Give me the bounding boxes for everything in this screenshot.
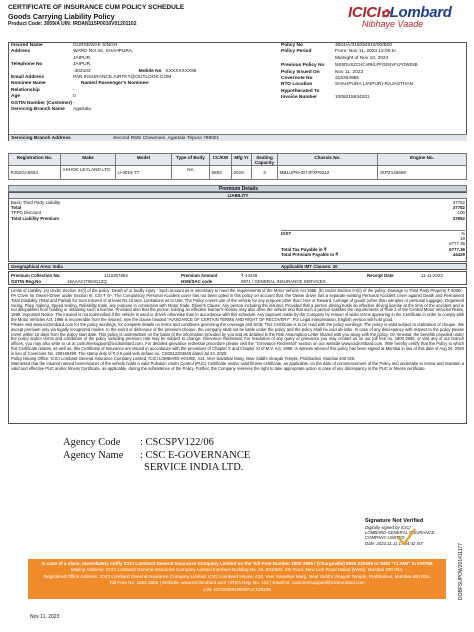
collection-box (8, 271, 467, 285)
signature-line-1: Digitally signed by ICICI (365, 525, 411, 530)
insured-name: GURSEWAK SINGH (73, 43, 118, 48)
liability-rows (11, 200, 465, 221)
footer-contact-band (28, 559, 446, 599)
col-registration: Registration No. (9, 154, 61, 166)
cc-value: 5883 (210, 166, 232, 180)
terms-puc-warranty: Warranted that the insured named herein/owner of the vehicle holds a valid Pollution Under Control (PUC) Certificate and/or valid fitness certificate, as applicable, on the date of commencement of the Policy and undertake to renew and maintain a valid and effective PUC and/or fitness Certificate, as applicable, during the subsistence of the Policy. Further, the Company reserves the right to take appropriate action in case of any discrepancy in the PUC or fitness certificate. (11, 360, 464, 371)
liability-header: LIABILITY (9, 193, 467, 199)
premium-amount-value: ₹ 44429 (241, 272, 258, 278)
geographical-area: Geographical Area: India (11, 264, 63, 269)
email-label: Email Address (11, 75, 45, 81)
signature-line-3: COMPANY LIMITED (365, 535, 405, 541)
premium-row-value: 37752 (452, 205, 465, 211)
prev-policy-label: Previous Policy No (281, 63, 325, 69)
signature-line-4: Date: 2023.11.11 17:04:42 IST (365, 540, 424, 546)
relationship-value: - (73, 87, 75, 93)
signature-check-icon (395, 526, 417, 548)
policy-period-label: Policy Period (281, 49, 312, 55)
imt-clauses: Applicable IMT Clauses: 20 (281, 264, 338, 269)
branch-name-value: Agartala (73, 107, 91, 113)
vehicle-row (9, 166, 467, 180)
policy-period-to: Midnight of Nov 10, 2024 (335, 55, 389, 61)
gstin-reg-value: 16AAACI7904G1ZQ (67, 279, 107, 284)
col-cc: CC/KW (210, 154, 232, 166)
agency-name-line-1: : CSC E-GOVERNANCE (140, 449, 251, 461)
tax-block (281, 230, 465, 257)
premium-row-value: 37752 (452, 200, 465, 205)
invoice-value: 1008215634201 (335, 95, 370, 101)
terms-issuing-office: Policy Issuing Office: ICICI Lombard General Insurance Company Limited, ICICI LOMBARD HOUSE, 414, Veer Savarkar Marg, Near Siddhi Vinayak Temple, Prabhadevi, Mumbai 400 025. (11, 355, 356, 361)
logo-icici-text: ICICI (348, 4, 381, 21)
address-label: Address (11, 49, 31, 55)
policy-column (281, 43, 467, 102)
hsn-value: 9971 / GENERAL INSURANCE SERVICES (241, 279, 326, 284)
policy-period-from: From: Nov 11, 2023 12:00 to (335, 49, 396, 55)
insured-name-label: Insured Name (11, 43, 43, 48)
vehicle-table-header (9, 154, 467, 166)
col-body-type: Type of Body (172, 154, 210, 166)
insured-column (11, 43, 281, 113)
rto-label: RTO Location (281, 82, 313, 88)
logo-tagline: Nibhaye Vaade (362, 19, 424, 29)
total-tax-value: 6777.36 (449, 246, 465, 252)
collection-no-value: 1116257893 (104, 272, 128, 278)
address-line-3: JAIPUR, (73, 62, 92, 68)
model-value: U-4019 TT (116, 166, 172, 180)
collection-no-label: Premium Collection No. (11, 272, 61, 278)
document-title: CERTIFICATE OF INSURANCE CUM POLICY SCHEDULE (8, 4, 185, 11)
branch-address-label: Servicing Branch Address (11, 136, 71, 141)
hsn-label: HSN/SAC code (181, 279, 213, 284)
receipt-date-label: Receipt Date (367, 272, 394, 278)
signature-status: Signature Not Verified (365, 518, 424, 524)
footer-claim-line: In case of a claim, immediately notify ICICI Lombard General Insurance Company Limited on the Toll Free Number 1800 2666 / (Chargeable) 8655 222666 or SMS "CLAIM" to 575758 (41, 560, 433, 566)
nominee-label: Nominee Name (11, 81, 46, 87)
col-mfg-year: Mfg Yr (232, 154, 252, 166)
gstin-reg-label: GSTIN Reg.No (11, 279, 42, 284)
digital-signature (365, 518, 455, 546)
premium-details-band: Premium Details (8, 185, 467, 192)
policy-no-value: 3004/A/315094916/00/B00 (335, 43, 393, 48)
covernote-value: 216354985 (335, 76, 360, 82)
col-model: Model (116, 154, 172, 166)
footer-date: Nov 11, 2023 (30, 614, 60, 620)
product-code: Product Code: 3059/A UIN: IRDAN115P0016V01201102 (8, 21, 137, 27)
age-label: Age (11, 94, 21, 100)
relationship-label: Relationship (11, 87, 40, 93)
igst-pct-label: % (461, 231, 465, 236)
col-seating: Seating Capacity (252, 154, 278, 166)
total-premium-value: 44429 (452, 251, 465, 257)
col-make: Make (61, 154, 116, 166)
agency-code-value: : CSCSPV122/06 (140, 437, 214, 448)
chassis-value: MB1UPKHD7JPXP9242 (278, 166, 378, 180)
premium-row-label: TPPD Discount (11, 210, 42, 216)
passenger-nominee-label: Named Passenger's Nominee: (81, 81, 150, 87)
seating-value: 3 (252, 166, 278, 180)
insured-details-box (8, 42, 467, 141)
mfg-year-value: 2019 (232, 166, 252, 180)
signature-line-2: LOMBARD GENERAL INSURANCE (365, 530, 435, 536)
col-chassis: Chassis No. (278, 154, 378, 166)
rto-value: SHAHPURA (JAIPUR)-RAJASTHAN (335, 82, 414, 88)
mobile-value: XXXXXXXX99 (165, 68, 197, 74)
igst-label: IGST (281, 231, 292, 236)
terms-policy-wordings: Please visit www.iciclombard.com for the policy wordings, for complete details on terms and conditions governing the coverage and NCB. This Certificate is to be read with the policy wordings. The policy is valid subject to realization of cheque. We accept premium only via legally recognized modes. In the event of dishonour of the premium cheque, the company shall not be liable under the policy and the policy shall be void ab-initio. In case of any discrepancy with respect to the policy please revert within 15 days from the policy start date. This policy is underwritten on the basis of the information provided by you and as detailed in the Risk Assumption Letter shared with you along with the policy. On renewal, the benefits provided under the policy and/or terms and conditions of the policy including premium rate may be subject to change. Grievance Redressal: For resolution of any query or grievance you may contact us on our toll free no. 1800 2666, or visit any of our branch offices, you may also write to us at customersupport@icicilombard.com. For detailed grievance redressal procedure please visit the "Grievance Redressal" section on our website www.icicilombard.com. I/We hereby certify that the Policy to which this Certificate relates, as well as, this Certificate of Insurance are issued in accordance with the provisions of Chapter X and Chapter XI of M.V. Act, 1988. In witness whereof this policy has been signed at Mumbai in lieu of this date of Aug 26, 2020 in lieu of Covernote No. 206166499. The stamp duty of ₹ 0.5 paid vide defase no. CSD512203648 dated Jul 23, 2020. (11, 321, 464, 356)
icici-lombard-logo (348, 4, 468, 32)
igst-amount: 6777.36 (449, 241, 465, 247)
invoice-label: Invoice Number (281, 95, 317, 101)
make-value: ASHOK LEYLAND LTD (61, 166, 116, 180)
prev-policy-value: MSSDUSZCHCARKLPFGENVFLPGWE6B (335, 62, 418, 68)
vehicle-table (8, 153, 467, 180)
agency-block (63, 437, 250, 475)
engine-value: JXPZ146580 (378, 166, 467, 180)
footer-contact-line: Toll Free No: 1800 2666 | Website: www.icicilombard.com | IRDA Reg. No. 115 | Email Id: customersupport@icicilombard.com (109, 580, 365, 586)
premium-row (11, 216, 465, 221)
terms-box (8, 287, 467, 424)
footer-mailing-address: Mailing Address: ICICI Lombard General Insurance Company Limited Interface Building No. 16, 601/602, 6th Floor, New Link Road Malad (West), Mumbai 400 064. (70, 567, 404, 573)
receipt-date-value: 11-11-2023 (421, 272, 443, 278)
premium-box (8, 192, 467, 262)
body-type-value: NA (172, 166, 210, 180)
address-line-2: JAIPUR, (73, 55, 92, 61)
branch-address-value: Second RMS Chowmani, Agartala Tripura 799001 (113, 136, 220, 141)
agency-name-line-2: SERVICE INDIA LTD. (144, 462, 244, 473)
agency-name-label: Agency Name (63, 449, 124, 461)
issued-on-label: Policy Issued On (281, 69, 320, 75)
premium-row-value: 100 (457, 210, 465, 216)
phone-value: -303103 (73, 68, 91, 74)
total-premium-label: Total Premium Payable in ₹ (281, 251, 339, 257)
logo-lombard-text: Lombard (389, 4, 452, 21)
premium-row-label: Total (11, 205, 22, 211)
mobile-label: Mobile No (138, 68, 162, 74)
email-value: PAN.INSURANCE.AIRTKT@OUTLOOK.COM (73, 75, 172, 81)
branch-name-label: Servicing Branch Name (11, 107, 65, 113)
gstin-customer-value: - (73, 100, 75, 106)
document-id-vertical: DOBFSUPOW201411177 (458, 542, 464, 600)
gstin-customer-label: GSTIN Number (Customer) (11, 100, 73, 106)
address-line-1: WARD NO.33, SHAHPURA, (73, 49, 134, 55)
premium-row-value: 37652 (452, 215, 465, 221)
issued-on-value: Nov 11, 2023 (335, 69, 364, 75)
geo-row (8, 263, 467, 270)
phone-label: Telephone No (11, 62, 43, 68)
policy-type: Goods Carrying Liability Policy (8, 12, 115, 21)
age-value: 0 (73, 94, 76, 100)
terms-limits-of-liability: Limits of Liability: (a) Under Section II-I(i) of the policy: Death of or bodily injury - Such amount as is necessary to meet the requirements of the Motor Vehicle Act 1988. (b) Under Section II-I(ii) of the policy: Damage to Third Party Property ₹ 6000/-. PA Cover for Owner-Driver under Section III: CSI ₹ 0/-. The Compulsory Personal Accident cover has not been opted in this policy on account that, the Owner driver has a separate existing Personal Accident cover against Death and Permanent Total Disability (Total and Partial) for Sum Insured of at least Rs.15 lacs. Limitations as to Use: The Policy covers use of the vehicle for any purpose other than: Hire or Reward, carriage of goods (other than samples or personal luggage), Organised racing, Pace making, Speed testing, Reliability trials, any purpose in connection with Motor trade. Driver's Clause: Any person including the insured: Provided that a person driving holds an effective driving license at the time of the accident and is not disqualified from holding or obtaining such a license. Provided also that the person holding an effective learner's license may also drive the vehicle and that such a person satisfies the requirements of Rule 3 of the Central Motor Vehicles Rules, 1989. Important Notice: The insured is not indemnified if the vehicle is used or driven otherwise than in accordance with this schedule. Any payment made by the Company by reason of wider terms appearing in the Certificate in order to comply with the Motor Vehicles Act, 1988 is recoverable from the insured. See the clause headed "AVOIDANCE OF CERTAIN TERMS AND RIGHT OF RECOVERY". For Legal interpretation, English version will hold good. (11, 288, 464, 323)
premium-row-label: Total Liability Premium (11, 215, 59, 221)
igst-pct-value: 18 (460, 236, 465, 242)
covernote-label: Covernote No (281, 76, 313, 82)
branch-address-row (9, 134, 467, 141)
policy-no-label: Policy No (281, 43, 303, 48)
footer-registered-office: Registered Office Address: ICICI Lombard General Insurance Company Limited, ICICI Lombard House, 414, Veer Savarkar Marg, Near Siddhi Vinayak Temple, Prabhadevi, Mumbai 400 025. (43, 573, 431, 579)
registration-no: RJ52GA5654 (9, 166, 61, 180)
logo-lion-icon: ✿ (380, 8, 390, 20)
total-tax-label: Total Tax Payable in ₹ (281, 246, 327, 252)
col-engine: Engine No. (378, 154, 467, 166)
premium-row-label: Basic Third Party Liability (11, 200, 61, 205)
hypothecated-label: Hypothecated To (281, 88, 320, 94)
footer-cin: CIN: L67200MH2000PLC129408 (203, 586, 271, 592)
agency-code-label: Agency Code (63, 437, 121, 448)
premium-amount-label: Premium Amount (181, 272, 218, 278)
